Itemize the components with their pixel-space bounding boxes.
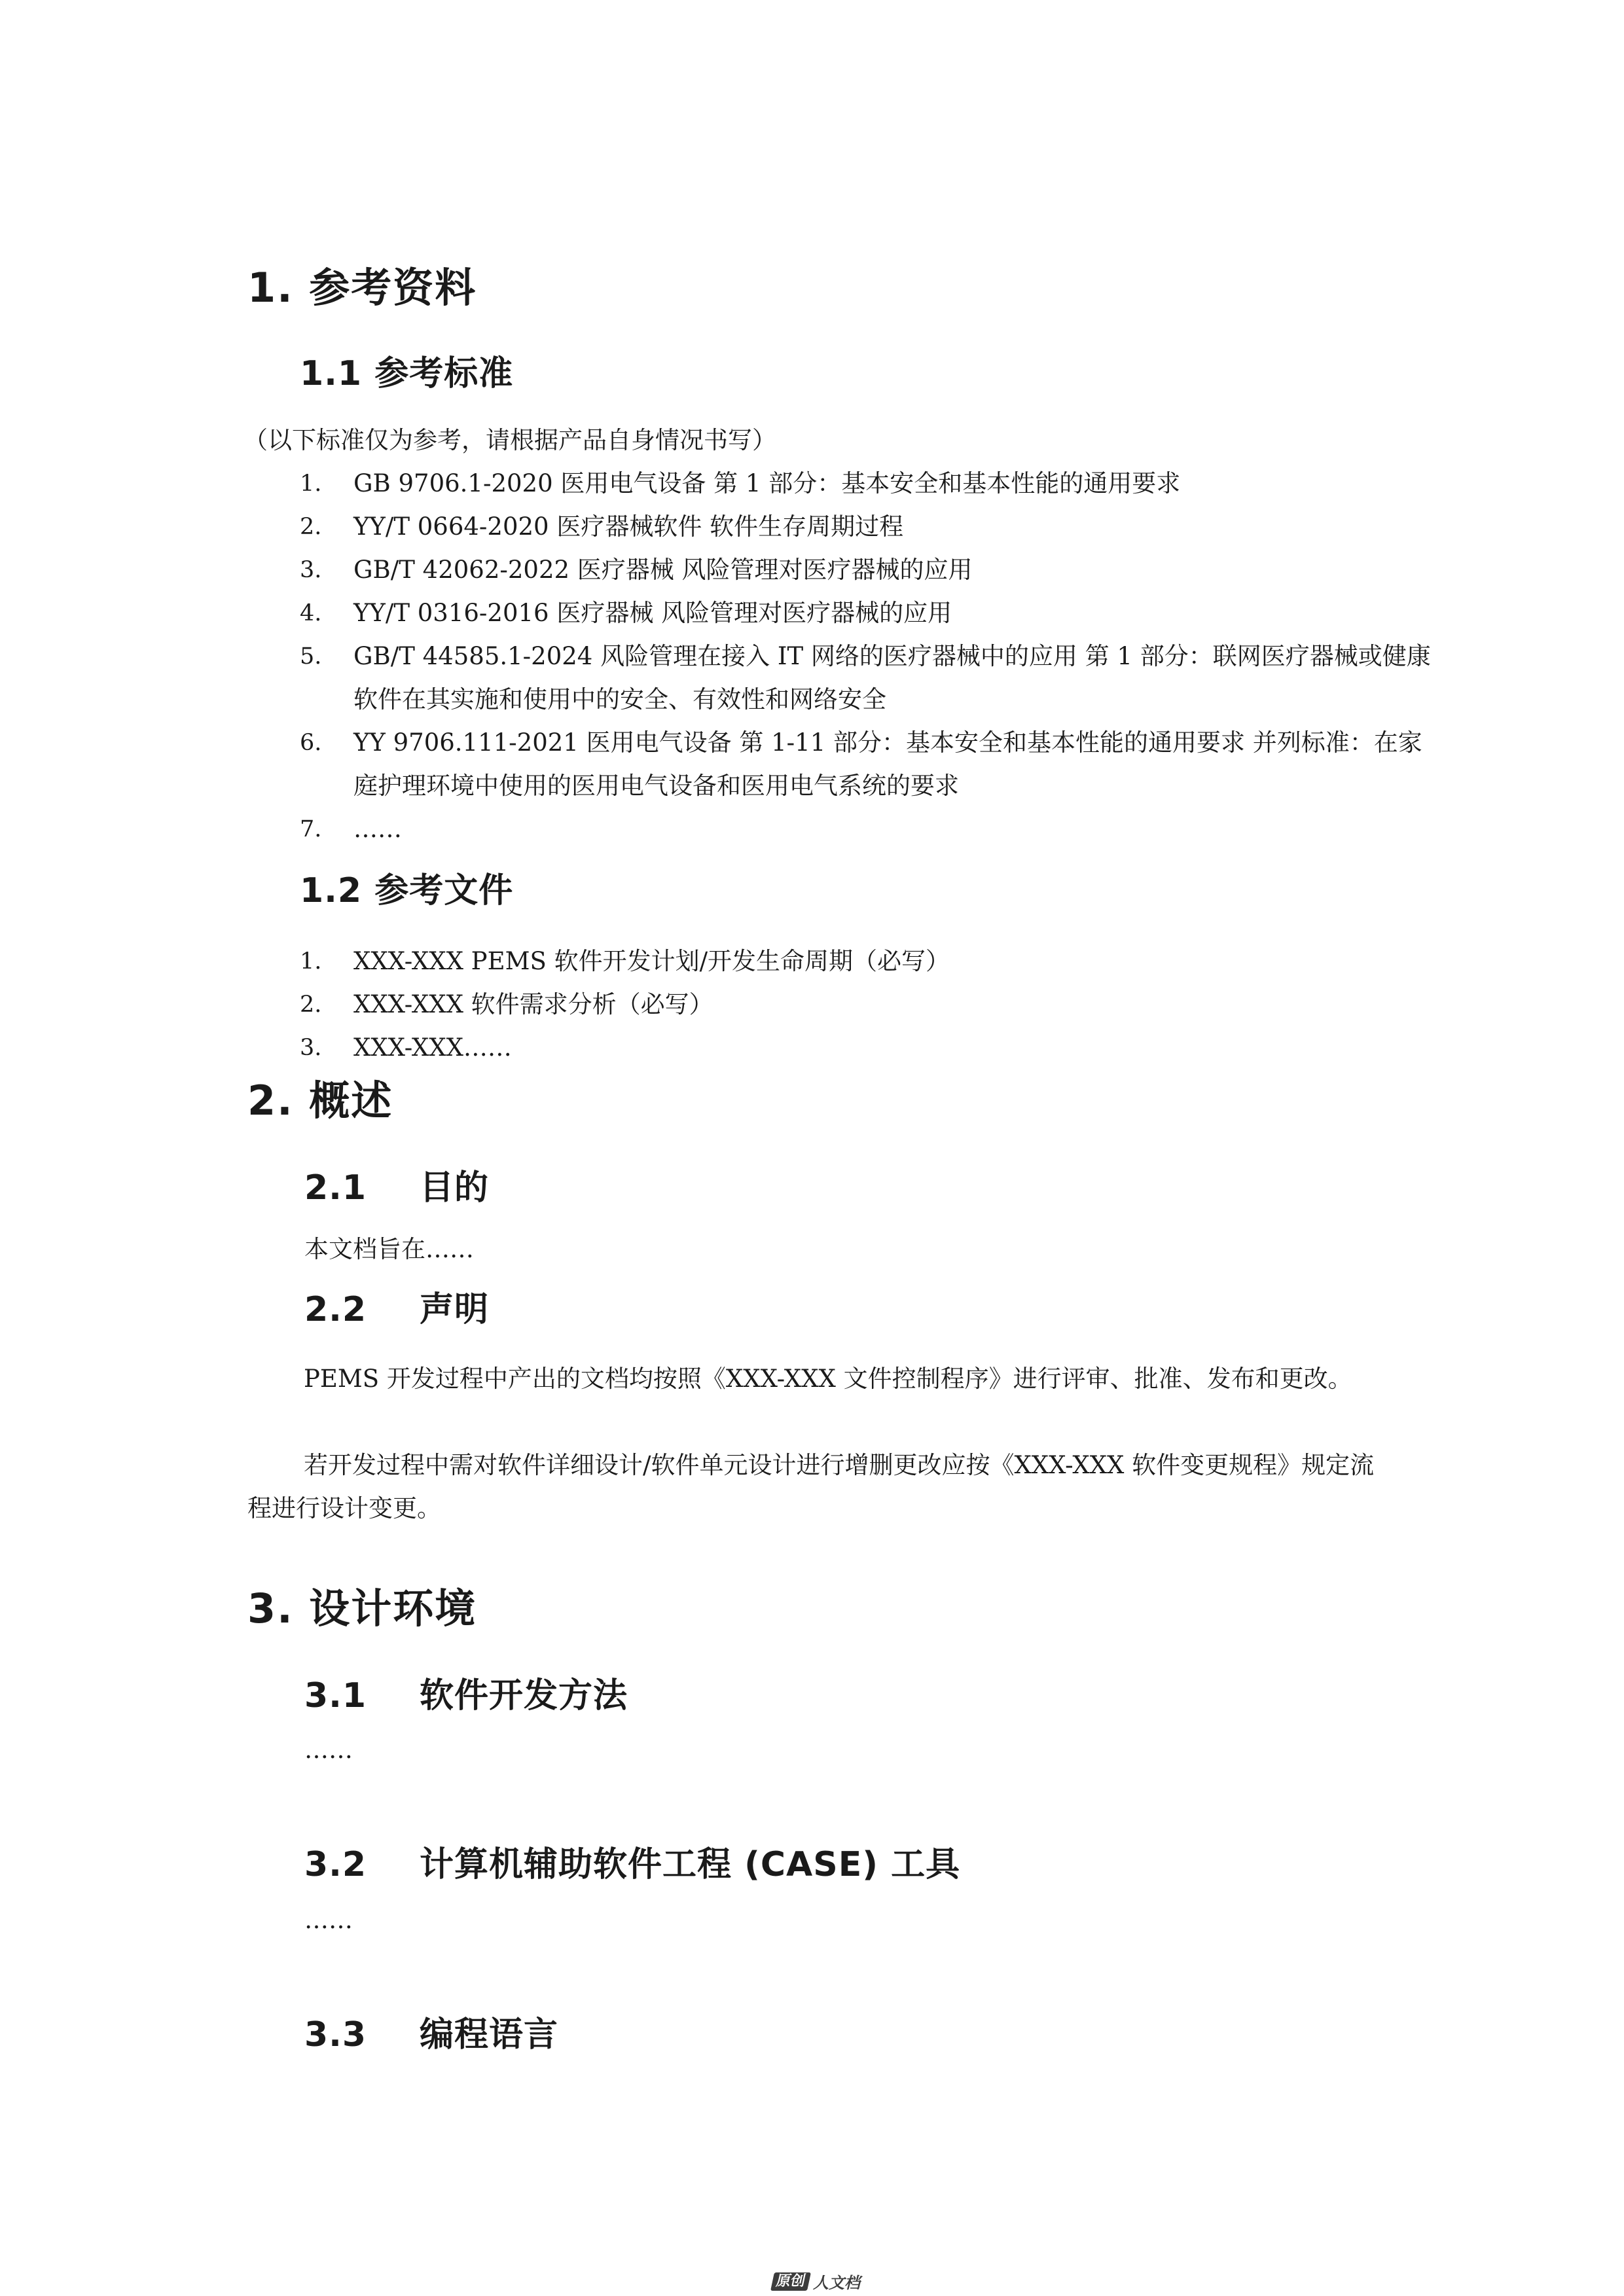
section-3-1-heading bbox=[304, 1673, 628, 1719]
list-item: YY/T 0316-2016 医疗器械 风险管理对医疗器械的应用 bbox=[353, 599, 952, 627]
list-item-number: 1. bbox=[300, 948, 322, 975]
section-1-2-heading: 1.2 参考文件 bbox=[300, 871, 514, 910]
ellipsis-text: …… bbox=[304, 1736, 353, 1764]
list-item: YY 9706.111-2021 医用电气设备 第 1-11 部分：基本安全和基本性能的通用要求 并列标准：在家庭护理环境中使用的医用电气设备和医用电气系统的要求 bbox=[353, 728, 1422, 800]
statement-paragraph-1: PEMS 开发过程中产出的文档均按照《XXX-XXX 文件控制程序》进行评审、批准、发布和更改。 bbox=[304, 1365, 1352, 1393]
section-1-1-heading: 1.1 参考标准 bbox=[300, 354, 514, 393]
section-number: 3.3 bbox=[304, 2015, 367, 2054]
list-item: XXX-XXX…… bbox=[353, 1033, 512, 1062]
section-title: 编程语言 bbox=[420, 2015, 559, 2054]
list-item-number: 1. bbox=[300, 471, 322, 497]
section-title: 声明 bbox=[420, 1290, 490, 1329]
list-item: YY/T 0664-2020 医疗器械软件 软件生存周期过程 bbox=[353, 512, 904, 541]
section-number: 2.1 bbox=[304, 1168, 367, 1208]
list-item-number: 5. bbox=[300, 643, 322, 670]
logo-mark: 原创 bbox=[770, 2272, 811, 2291]
list-item: XXX-XXX PEMS 软件开发计划/开发生命周期（必写） bbox=[353, 947, 950, 975]
logo-text: 人文档 bbox=[813, 2274, 861, 2292]
purpose-text: 本文档旨在…… bbox=[304, 1235, 474, 1263]
list-item-number: 7. bbox=[300, 816, 322, 842]
list-item: …… bbox=[353, 815, 402, 843]
ellipsis-text: …… bbox=[304, 1906, 353, 1934]
section-2-heading: 2. 概述 bbox=[247, 1077, 393, 1124]
list-item: XXX-XXX 软件需求分析（必写） bbox=[353, 990, 713, 1018]
section-2-1-heading bbox=[304, 1165, 489, 1211]
list-item: GB/T 44585.1-2024 风险管理在接入 IT 网络的医疗器械中的应用 第 1 部分：联网医疗器械或健康软件在其实施和使用中的安全、有效性和网络安全 bbox=[353, 642, 1431, 713]
list-item-number: 2. bbox=[300, 992, 322, 1018]
section-3-2-heading bbox=[304, 1842, 960, 1888]
section-title: 软件开发方法 bbox=[420, 1676, 628, 1715]
section-3-heading: 3. 设计环境 bbox=[247, 1585, 477, 1632]
list-item: GB/T 42062-2022 医疗器械 风险管理对医疗器械的应用 bbox=[353, 556, 973, 584]
statement-paragraph-2: 若开发过程中需对软件详细设计/软件单元设计进行增删更改应按《XXX-XXX 软件变更规程》规定流程进行设计变更。 bbox=[247, 1451, 1375, 1522]
section-number: 2.2 bbox=[304, 1290, 367, 1329]
section-title: 目的 bbox=[420, 1168, 490, 1208]
section-1-heading: 1. 参考资料 bbox=[247, 264, 477, 312]
section-title: 计算机辅助软件工程 (CASE) 工具 bbox=[420, 1845, 961, 1884]
footer-logo bbox=[772, 2270, 860, 2293]
list-item: GB 9706.1-2020 医用电气设备 第 1 部分：基本安全和基本性能的通用要求 bbox=[353, 469, 1181, 497]
section-number: 3.1 bbox=[304, 1676, 367, 1715]
list-item-number: 2. bbox=[300, 514, 322, 540]
list-item-number: 3. bbox=[300, 1035, 322, 1061]
section-2-2-heading bbox=[304, 1287, 489, 1333]
list-item-number: 4. bbox=[300, 600, 322, 626]
section-3-3-heading bbox=[304, 2012, 558, 2058]
list-item-number: 3. bbox=[300, 557, 322, 583]
section-number: 3.2 bbox=[304, 1845, 367, 1884]
standards-note: （以下标准仅为参考，请根据产品自身情况书写） bbox=[244, 426, 776, 454]
list-item-number: 6. bbox=[300, 730, 322, 756]
